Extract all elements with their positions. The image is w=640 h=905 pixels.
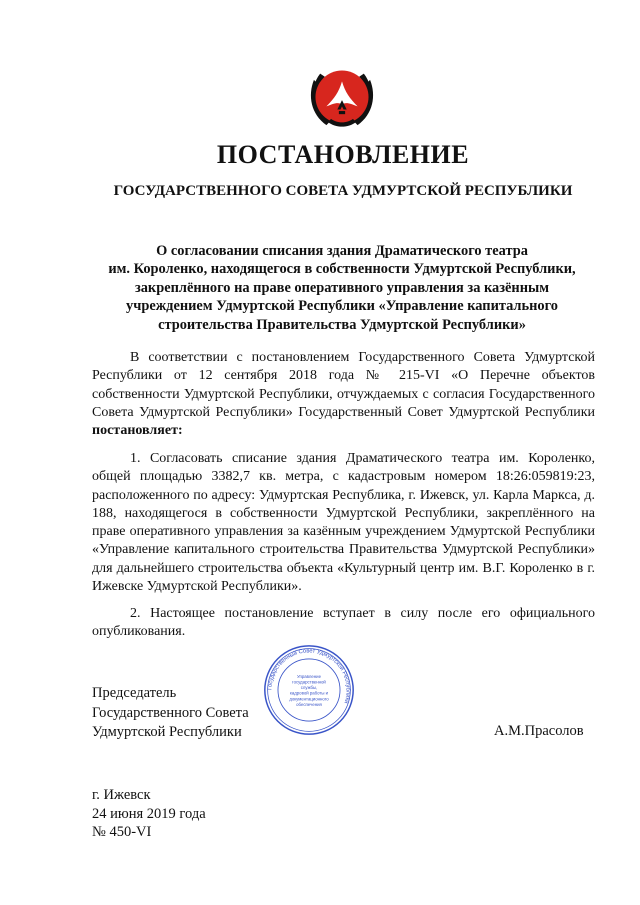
signer-position-line: Председатель xyxy=(92,685,177,701)
signer-position xyxy=(92,684,249,743)
document-title: ПОСТАНОВЛЕНИЕ xyxy=(216,140,470,169)
signer-position-line: Удмуртской Республики xyxy=(92,724,242,741)
preamble-paragraph xyxy=(92,349,595,440)
heading-line: им. Короленко, находящегося в собственности Удмуртской Республики, xyxy=(108,261,576,278)
heading-line: учреждением Удмуртской Республики «Управление капитального xyxy=(126,298,558,315)
stamp-inner-line: обеспечения xyxy=(296,701,322,707)
signer-position-line: Государственного Совета xyxy=(92,704,249,721)
signer-name: А.М.Прасолов xyxy=(494,723,584,739)
round-seal-stamp-icon xyxy=(262,643,356,737)
issue-city: г. Ижевск xyxy=(92,787,151,803)
resolves-keyword: постановляет: xyxy=(92,423,183,439)
clause-1-paragraph: 1. Согласовать списание здания Драматического театра им. Короленко, общей площадью 3382,7 кв. метра, с кадастровым номером 18:26:059819:23, расположенного по адресу: Удмуртская Республика, г. Ижевск, ул. Карла Маркса, д. 188, находящегося в собственности Удмуртской Республики, закреплённого на праве оперативного управления за казённым учреждением Удмуртской Республики «Управление капитального строительства Правительства Удмуртской Республики» для дальнейшего строительства объекта «Культурный центр им. В.Г. Короленко в г. Ижевске Удмуртской Республики». xyxy=(92,451,595,595)
clause-2-paragraph: 2. Настоящее постановление вступает в силу после его официального опубликования. xyxy=(92,606,595,640)
udmurt-coat-of-arms-icon xyxy=(303,58,381,136)
stamp-outer-text: Государственный Совет Удмуртской Республики xyxy=(267,648,351,704)
issue-date: 24 июня 2019 года xyxy=(92,805,206,822)
heading-line: О согласовании списания здания Драматического театра xyxy=(156,243,528,259)
stamp-inner-line: службы, xyxy=(300,685,318,691)
stamp-inner-line: кадровой работы и xyxy=(289,690,329,696)
stamp-inner-line: документационного xyxy=(289,696,329,702)
document-number: № 450-VI xyxy=(92,824,152,840)
heading-line: закреплённого на праве оперативного управления за казённым xyxy=(134,279,550,296)
document-footer xyxy=(92,786,206,842)
heading-line: строительства Правительства Удмуртской Республики» xyxy=(158,316,526,333)
stamp-inner-line: Управление xyxy=(297,673,321,679)
resolution-heading xyxy=(92,242,592,334)
preamble-text: В соответствии с постановлением Государственного Совета Удмуртской Республики от 12 сентября 2018 года № 215-VI «О Перечне объектов собственности Удмуртской Республики, отчуждаемых с согласия Государственного Совета Удмуртской Республики» Государственный Совет Удмуртской Республики xyxy=(92,350,595,420)
issuing-authority: ГОСУДАРСТВЕННОГО СОВЕТА УДМУРТСКОЙ РЕСПУБЛИКИ xyxy=(113,183,573,199)
stamp-inner-line: государственной xyxy=(292,679,326,685)
